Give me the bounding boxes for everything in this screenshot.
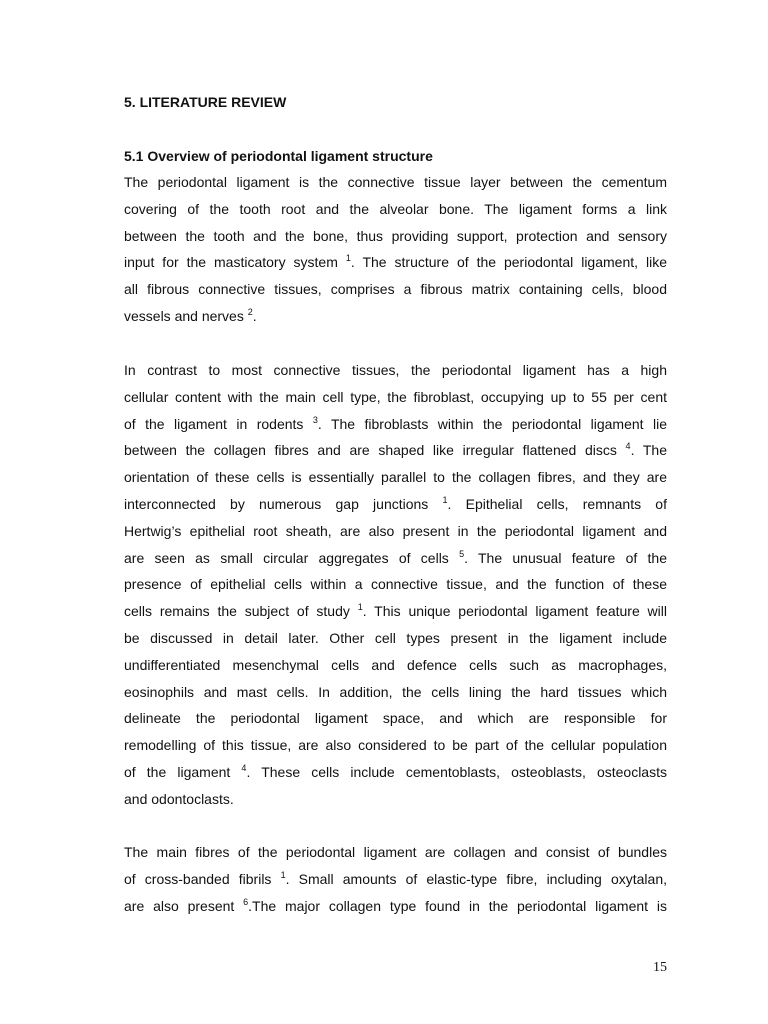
line-text: interconnected by numerous gap junctions <box>124 496 443 512</box>
line-text: of the ligament in rodents <box>124 415 313 432</box>
citation-superscript: 1 <box>357 602 363 613</box>
line-text: In contrast to most connective tissues, the periodontal ligament has a high <box>124 362 667 378</box>
text-line <box>124 467 667 487</box>
text-line <box>124 762 667 782</box>
line-text: undifferentiated mesenchymal cells and defence cells such as macrophages, <box>124 656 667 673</box>
line-text: cells remains the subject of study <box>124 603 358 620</box>
line-text-continued: . The structure of the periodontal ligament, like <box>350 254 667 271</box>
text-line <box>124 682 667 702</box>
text-line <box>124 628 667 648</box>
text-line <box>124 387 667 407</box>
citation-superscript: 1 <box>442 495 448 505</box>
line-text: presence of epithelial cells within a connective tissue, and the function of these <box>124 576 667 593</box>
citation-superscript: 4 <box>241 763 247 773</box>
text-line <box>124 440 667 460</box>
line-text: of the ligament <box>124 764 242 780</box>
line-text: are seen as small circular aggregates of cells <box>124 549 460 566</box>
line-text: all fibrous connective tissues, comprises a fibrous matrix containing cells, blood <box>124 281 667 298</box>
line-text: The periodontal ligament is the connective tissue layer between the cementum <box>124 174 667 190</box>
line-text: vessels and nerves <box>124 308 248 324</box>
line-text-continued: . Small amounts of elastic-type fibre, including oxytalan, <box>285 870 667 887</box>
text-line <box>124 655 667 675</box>
text-line <box>124 279 667 299</box>
line-text: between the collagen fibres and are shaped like irregular flattened discs <box>124 442 626 459</box>
citation-superscript: 1 <box>345 253 351 264</box>
text-line <box>124 226 667 246</box>
line-text: The main fibres of the periodontal ligament are collagen and consist of bundles <box>124 844 667 860</box>
text-line <box>124 521 667 541</box>
text-line <box>124 574 667 594</box>
citation-superscript: 3 <box>312 414 318 425</box>
text-line <box>124 789 667 809</box>
section-heading: 5. LITERATURE REVIEW <box>124 94 287 110</box>
line-text: input for the masticatory system <box>124 254 346 271</box>
line-text: eosinophils and mast cells. In addition, the cells lining the hard tissues which <box>124 683 667 700</box>
text-line <box>124 708 667 728</box>
text-line <box>124 896 667 916</box>
citation-superscript: 2 <box>247 307 253 317</box>
text-line <box>124 360 667 380</box>
text-line <box>124 306 667 326</box>
citation-superscript: 5 <box>459 548 465 559</box>
line-text: orientation of these cells is essentially parallel to the collagen fibres, and they are <box>124 469 667 486</box>
line-text: between the tooth and the bone, thus providing support, protection and sensory <box>124 227 667 244</box>
line-text: and odontoclasts. <box>124 790 234 807</box>
line-text: cellular content with the main cell type, the fibroblast, occupying up to 55 per cent <box>124 388 667 405</box>
text-line <box>124 601 667 621</box>
text-line <box>124 172 667 192</box>
text-line <box>124 735 667 755</box>
citation-superscript: 6 <box>243 896 249 907</box>
line-text: be discussed in detail later. Other cell types present in the ligament include <box>124 630 667 646</box>
text-line <box>124 842 667 862</box>
text-line <box>124 548 667 568</box>
text-line <box>124 494 667 514</box>
line-text-continued: .The major collagen type found in the periodontal ligament is <box>248 897 667 914</box>
line-text-continued: . This unique periodontal ligament feature will <box>362 603 667 620</box>
text-line <box>124 869 667 889</box>
citation-superscript: 1 <box>280 869 286 880</box>
text-line <box>124 252 667 272</box>
line-text-continued: . The unusual feature of the <box>464 549 667 566</box>
line-text-continued: . These cells include cementoblasts, osteoblasts, osteoclasts <box>246 764 667 780</box>
line-text: are also present <box>124 897 244 914</box>
line-text: Hertwig’s epithelial root sheath, are also present in the periodontal ligament and <box>124 522 667 539</box>
line-text-continued: . Epithelial cells, remnants of <box>447 496 667 512</box>
line-text-continued: . The <box>630 442 667 459</box>
citation-superscript: 4 <box>625 441 631 452</box>
line-text-continued: . <box>252 308 257 324</box>
subsection-heading: 5.1 Overview of periodontal ligament structure <box>124 148 433 164</box>
line-text: delineate the periodontal ligament space, and which are responsible for <box>124 710 667 727</box>
text-line <box>124 414 667 434</box>
line-text: covering of the tooth root and the alveolar bone. The ligament forms a link <box>124 200 667 217</box>
line-text: of cross-banded fibrils <box>124 870 281 887</box>
page-number: 15 <box>653 960 667 975</box>
line-text: remodelling of this tissue, are also considered to be part of the cellular population <box>124 737 667 754</box>
line-text-continued: . The fibroblasts within the periodontal ligament lie <box>317 415 667 432</box>
text-line <box>124 199 667 219</box>
